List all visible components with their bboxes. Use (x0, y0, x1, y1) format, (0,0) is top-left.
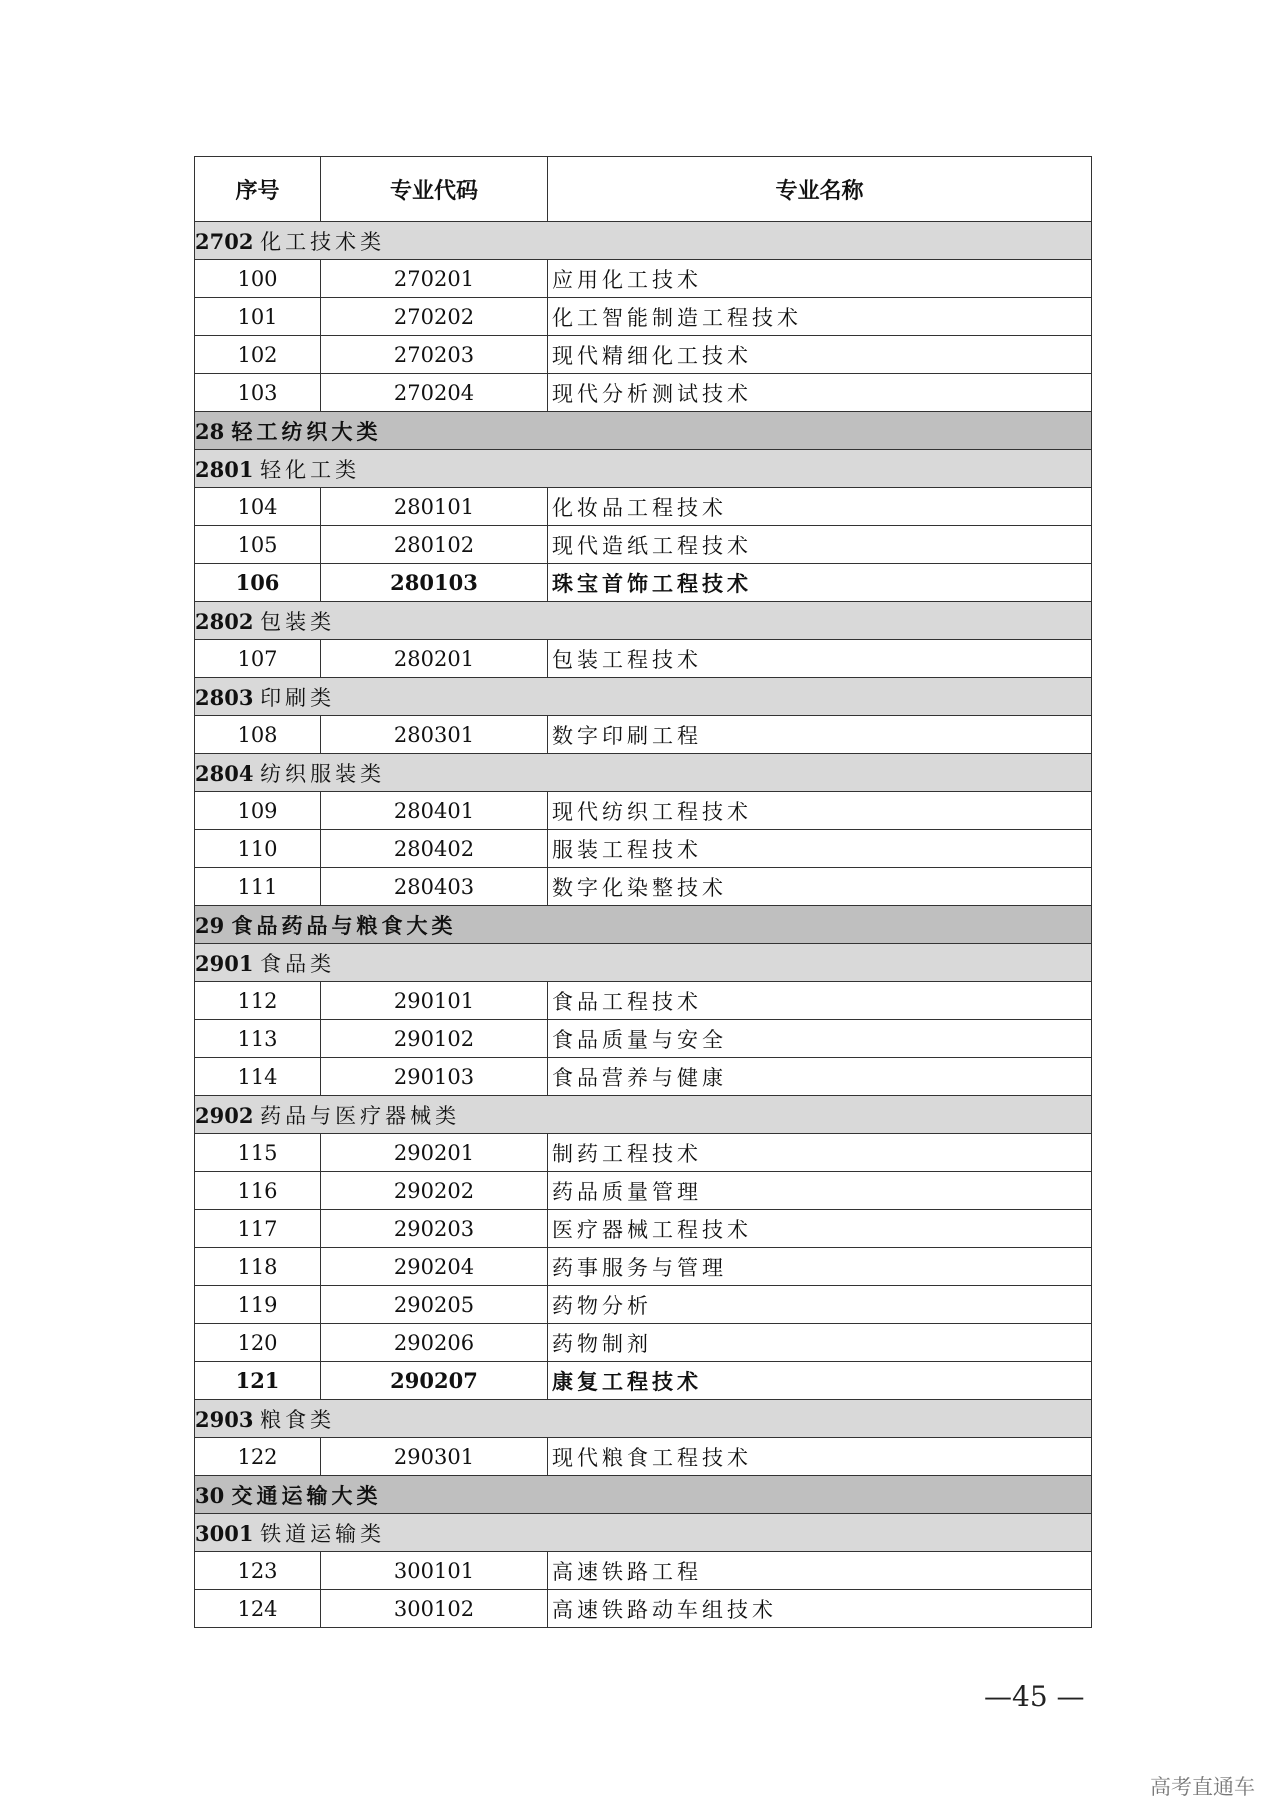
serial-number: 118 (195, 1248, 321, 1286)
serial-number: 107 (195, 640, 321, 678)
category-name: 包装类 (260, 609, 336, 634)
category-code: 2902 (195, 1102, 254, 1128)
table-row (195, 1172, 1092, 1210)
serial-number: 109 (195, 792, 321, 830)
serial-number: 115 (195, 1134, 321, 1172)
category-code: 2801 (195, 456, 254, 482)
major-name: 数字化染整技术 (548, 868, 1092, 906)
table-row (195, 1324, 1092, 1362)
major-name: 包装工程技术 (548, 640, 1092, 678)
major-name: 珠宝首饰工程技术 (548, 564, 1092, 602)
table-row (195, 526, 1092, 564)
major-name: 药物分析 (548, 1286, 1092, 1324)
major-code: 290206 (321, 1324, 548, 1362)
major-category-row (195, 1476, 1092, 1514)
major-code: 270202 (321, 298, 548, 336)
major-code: 290102 (321, 1020, 548, 1058)
header-major-name: 专业名称 (548, 157, 1092, 222)
serial-number: 104 (195, 488, 321, 526)
majors-table (194, 156, 1092, 1628)
header-major-code: 专业代码 (321, 157, 548, 222)
table-row (195, 260, 1092, 298)
major-name: 食品质量与安全 (548, 1020, 1092, 1058)
major-name: 制药工程技术 (548, 1134, 1092, 1172)
major-code: 280402 (321, 830, 548, 868)
major-name: 药物制剂 (548, 1324, 1092, 1362)
table-row (195, 1438, 1092, 1476)
subcategory-row (195, 602, 1092, 640)
serial-number: 106 (195, 564, 321, 602)
serial-number: 122 (195, 1438, 321, 1476)
major-name: 数字印刷工程 (548, 716, 1092, 754)
major-code: 290204 (321, 1248, 548, 1286)
serial-number: 114 (195, 1058, 321, 1096)
table-row (195, 868, 1092, 906)
major-code: 290207 (321, 1362, 548, 1400)
table-row (195, 792, 1092, 830)
table-row (195, 336, 1092, 374)
major-name: 服装工程技术 (548, 830, 1092, 868)
subcategory-row (195, 754, 1092, 792)
table-row (195, 830, 1092, 868)
table-row (195, 1058, 1092, 1096)
major-code: 290203 (321, 1210, 548, 1248)
serial-number: 111 (195, 868, 321, 906)
subcategory-row (195, 222, 1092, 260)
watermark: 高考直通车 (1150, 1775, 1255, 1799)
category-name: 轻工纺织大类 (231, 418, 382, 444)
category-code: 2803 (195, 684, 254, 710)
major-name: 药事服务与管理 (548, 1248, 1092, 1286)
category-name: 纺织服装类 (260, 761, 386, 786)
subcategory-row (195, 1514, 1092, 1552)
table-row (195, 1248, 1092, 1286)
serial-number: 113 (195, 1020, 321, 1058)
category-code: 2802 (195, 608, 254, 634)
major-code: 270204 (321, 374, 548, 412)
table-row (195, 564, 1092, 602)
serial-number: 116 (195, 1172, 321, 1210)
category-name: 轻化工类 (260, 457, 361, 482)
category-code: 28 (195, 418, 225, 444)
page-number: —45 — (984, 1680, 1085, 1713)
table-row (195, 1362, 1092, 1400)
major-name: 现代分析测试技术 (548, 374, 1092, 412)
major-name: 药品质量管理 (548, 1172, 1092, 1210)
table-row (195, 1590, 1092, 1628)
table-row (195, 640, 1092, 678)
category-code: 29 (195, 912, 225, 938)
major-code: 270203 (321, 336, 548, 374)
table-row (195, 1210, 1092, 1248)
subcategory-row (195, 1400, 1092, 1438)
major-name: 现代精细化工技术 (548, 336, 1092, 374)
major-code: 280401 (321, 792, 548, 830)
major-code: 300101 (321, 1552, 548, 1590)
category-name: 印刷类 (260, 685, 336, 710)
major-name: 现代造纸工程技术 (548, 526, 1092, 564)
serial-number: 121 (195, 1362, 321, 1400)
major-name: 高速铁路动车组技术 (548, 1590, 1092, 1628)
table-row (195, 298, 1092, 336)
major-code: 290201 (321, 1134, 548, 1172)
serial-number: 120 (195, 1324, 321, 1362)
table-row (195, 1552, 1092, 1590)
table-row (195, 1020, 1092, 1058)
major-name: 食品工程技术 (548, 982, 1092, 1020)
category-name: 交通运输大类 (231, 1482, 382, 1508)
major-name: 现代粮食工程技术 (548, 1438, 1092, 1476)
major-code: 290202 (321, 1172, 548, 1210)
category-code: 2901 (195, 950, 254, 976)
major-code: 280103 (321, 564, 548, 602)
subcategory-row (195, 1096, 1092, 1134)
major-name: 化工智能制造工程技术 (548, 298, 1092, 336)
table-row (195, 1134, 1092, 1172)
header-serial-number: 序号 (195, 157, 321, 222)
table-row (195, 716, 1092, 754)
category-name: 粮食类 (260, 1407, 336, 1432)
table-row (195, 982, 1092, 1020)
serial-number: 110 (195, 830, 321, 868)
category-name: 铁道运输类 (260, 1521, 386, 1546)
major-code: 290101 (321, 982, 548, 1020)
serial-number: 123 (195, 1552, 321, 1590)
major-code: 280403 (321, 868, 548, 906)
subcategory-row (195, 678, 1092, 716)
subcategory-row (195, 944, 1092, 982)
major-name: 高速铁路工程 (548, 1552, 1092, 1590)
category-name: 食品药品与粮食大类 (231, 912, 457, 938)
major-code: 290301 (321, 1438, 548, 1476)
major-name: 化妆品工程技术 (548, 488, 1092, 526)
major-name: 食品营养与健康 (548, 1058, 1092, 1096)
category-code: 2702 (195, 228, 254, 254)
serial-number: 108 (195, 716, 321, 754)
major-name: 康复工程技术 (548, 1362, 1092, 1400)
major-code: 300102 (321, 1590, 548, 1628)
category-code: 3001 (195, 1520, 254, 1546)
major-code: 280102 (321, 526, 548, 564)
serial-number: 102 (195, 336, 321, 374)
category-name: 食品类 (260, 951, 336, 976)
serial-number: 103 (195, 374, 321, 412)
serial-number: 112 (195, 982, 321, 1020)
serial-number: 105 (195, 526, 321, 564)
major-name: 医疗器械工程技术 (548, 1210, 1092, 1248)
table-row (195, 1286, 1092, 1324)
table-header-row (195, 157, 1092, 222)
table-row (195, 488, 1092, 526)
serial-number: 124 (195, 1590, 321, 1628)
major-code: 280301 (321, 716, 548, 754)
subcategory-row (195, 450, 1092, 488)
major-code: 280101 (321, 488, 548, 526)
category-code: 2903 (195, 1406, 254, 1432)
serial-number: 117 (195, 1210, 321, 1248)
major-name: 应用化工技术 (548, 260, 1092, 298)
category-name: 药品与医疗器械类 (260, 1103, 461, 1128)
serial-number: 119 (195, 1286, 321, 1324)
major-code: 290103 (321, 1058, 548, 1096)
major-name: 现代纺织工程技术 (548, 792, 1092, 830)
category-code: 30 (195, 1482, 225, 1508)
serial-number: 100 (195, 260, 321, 298)
major-category-row (195, 906, 1092, 944)
major-code: 270201 (321, 260, 548, 298)
serial-number: 101 (195, 298, 321, 336)
category-code: 2804 (195, 760, 254, 786)
major-category-row (195, 412, 1092, 450)
major-code: 280201 (321, 640, 548, 678)
table-row (195, 374, 1092, 412)
major-code: 290205 (321, 1286, 548, 1324)
category-name: 化工技术类 (260, 229, 386, 254)
